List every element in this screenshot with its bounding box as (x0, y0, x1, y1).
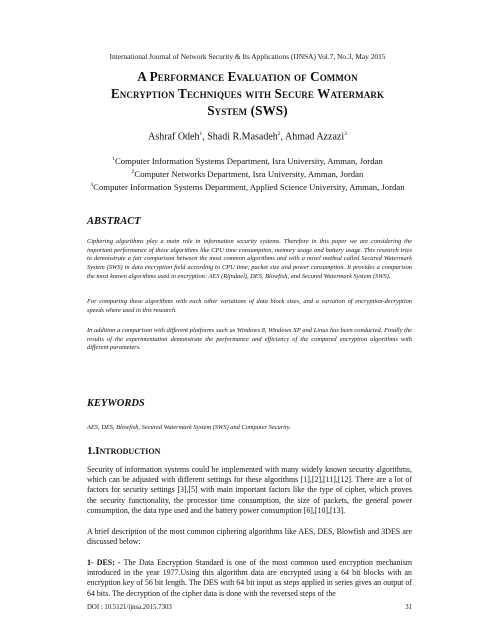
abstract-paragraph: Ciphering algorithms play a main role in information security systems. Therefore in this paper we are considering the important performance of these algorithms like CPU time consumption, memory usage and battery usage. This research tries to demonstrate a fair comparison between the most common algorithms and with a novel method called Secured Watermark System (SWS) in data encryption field according to CPU time, packet size and power consumption. It provides a comparison the most known algorithms used in encryption: AES (Rijndael), DES, Blowfish, and Secured Watermark System (SWS). (87, 238, 412, 280)
page-footer (87, 604, 412, 611)
author-separator: , (202, 131, 208, 143)
author-name: Shadi R.Masadeh (207, 131, 278, 143)
title-line: Encryption Techniques with Secure Watermark (110, 86, 385, 101)
body-paragraph: Security of information systems could be implemented with many widely known security algorithms, which can be adjusted with different settings for these algorithms [1],[2],[11],[12]. There are a lot of factors for security settings [3],[5] with main important factors like the type of cipher, which proves the security functionality, the processor time consumption, the size of packets, the general power consumption, the data type used and the battery power consumption [6],[10],[13]. (87, 465, 412, 515)
affiliation-superscript: 1 (112, 156, 115, 162)
abstract-heading: ABSTRACT (87, 216, 141, 227)
affiliation (85, 167, 410, 180)
journal-header: International Journal of Network Security & Its Applications (IJNSA) Vol.7, No.3, May 2015 (109, 52, 386, 61)
affiliation (85, 154, 410, 167)
keywords-heading: KEYWORDS (87, 398, 145, 409)
author-superscript: 3 (344, 131, 347, 137)
page-number: 31 (405, 604, 412, 611)
affiliation-superscript: 2 (131, 168, 135, 175)
abstract-paragraph: For comparing these algorithms with each other variations of data block sizes, and a variation of encryption-decryption speeds where used in this research. (87, 298, 412, 314)
section-title: Introduction (95, 445, 161, 457)
keywords-text: AES, DES, Blowfish, Secured Watermark System (SWS) and Computer Security. (87, 424, 291, 431)
author-separator: , (280, 131, 285, 143)
body-paragraph: A brief description of the most common ciphering algorithms like AES, DES, Blowfish and 3DES are discussed below: (87, 527, 412, 547)
affiliation-superscript: 3 (90, 181, 94, 188)
abstract-paragraph: In addition a comparison with different platforms such as Windows 8, Windows XP and Linux has been conducted. Finally the results of the experimentation demonstrate the performance and efficiency of the compared encryption algorithms with different parameters. (87, 327, 412, 352)
affiliation-text: Computer Information Systems Department, Applied Science University, Amman, Jordan (93, 181, 405, 192)
author-name: Ahmad Azzazi (284, 131, 345, 143)
affiliations (85, 154, 410, 193)
affiliation (85, 180, 410, 193)
affiliation-text: Computer Information Systems Department, Isra University, Amman, Jordan (115, 155, 383, 166)
title-line: A Performance Evaluation of Common (137, 69, 358, 84)
body-paragraph (87, 558, 412, 599)
author-superscript: 1 (199, 131, 203, 137)
author-list (0, 131, 495, 142)
section-heading (87, 445, 160, 457)
title-line: System (SWS) (207, 103, 288, 118)
paper-title (60, 68, 435, 119)
author-name: Ashraf Odeh (148, 131, 200, 143)
section-number: 1. (87, 445, 96, 457)
des-text: The Data Encryption Standard is one of the most common used encryption mechanism introduced in the year 1977.Using this algorithm data are encrypted using a 64 bit blocks with an encryption key of 56 bit length. The DES with 64 bit input as steps applied in series gives an output of 64 bits. The decryption of the cipher data is done with the reversed steps of the (87, 558, 412, 598)
author-superscript: 2 (277, 131, 281, 137)
doi-text: DOI : 10.5121/ijnsa.2015.7303 (87, 604, 172, 611)
des-label: 1- DES: - (87, 558, 121, 567)
affiliation-text: Computer Networks Department, Isra University, Amman, Jordan (134, 168, 364, 179)
